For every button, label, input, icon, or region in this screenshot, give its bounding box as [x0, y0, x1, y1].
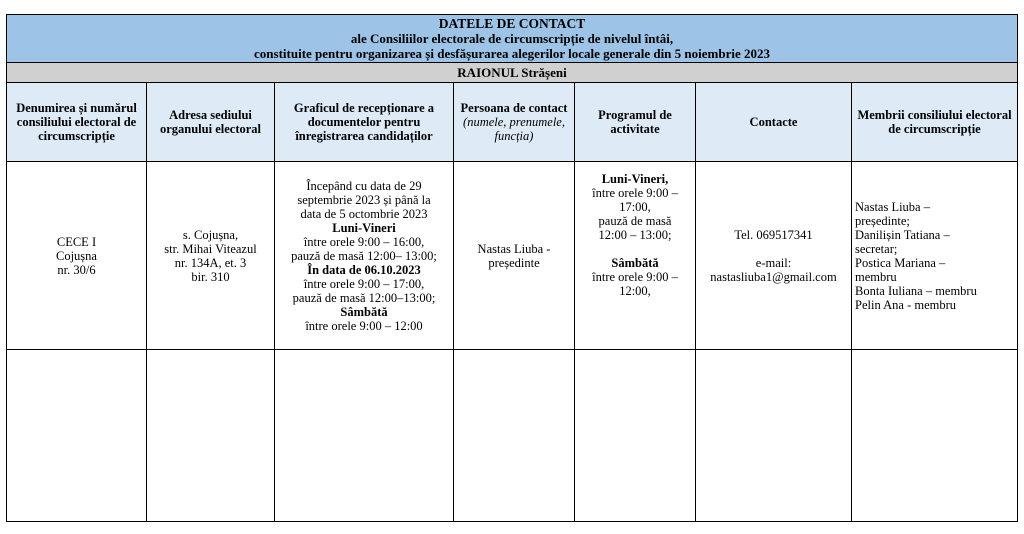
schedule-line: pauză de masă 12:00–13:00; — [292, 290, 436, 305]
email-label: e-mail: — [755, 255, 792, 270]
program-line: 17:00, — [619, 200, 651, 214]
schedule-line: pauză de masă 12:00– 13:00; — [291, 248, 437, 263]
address-line: s. Cojușna, — [182, 227, 239, 242]
empty-table-row — [7, 350, 1018, 522]
contact-person-line: Nastas Liuba - — [477, 241, 551, 256]
member-line: președinte; — [855, 213, 910, 228]
empty-cell — [454, 350, 575, 522]
header-contacts: Contacte — [696, 83, 852, 162]
member-line: Danilișin Tatiana – — [855, 227, 950, 242]
member-line: membru — [855, 269, 897, 284]
member-line: Postica Mariana – — [855, 255, 946, 270]
address-cell — [147, 162, 275, 350]
schedule-special-label: În data de 06.10.2023 — [307, 262, 421, 277]
title-line-2: ale Consiliilor electorale de circumscripție de nivelul întâi, — [350, 31, 674, 46]
program-line: 12:00 – 13:00; — [598, 228, 672, 242]
program-weekdays-label: Luni-Vineri, — [601, 172, 669, 186]
schedule-cell — [275, 162, 454, 350]
program-line: 12:00, — [619, 284, 651, 298]
empty-cell — [147, 350, 275, 522]
program-saturday-label: Sâmbătă — [611, 256, 659, 270]
contacts-gap — [699, 242, 848, 256]
contact-table-page — [6, 14, 1017, 522]
program-line: între orele 9:00 – — [592, 270, 678, 284]
empty-cell — [275, 350, 454, 522]
address-line: nr. 134A, et. 3 — [174, 255, 247, 270]
member-line: secretar; — [855, 241, 898, 256]
members-cell — [852, 162, 1018, 350]
schedule-line: septembrie 2023 și până la — [297, 192, 431, 207]
phone-number: Tel. 069517341 — [734, 227, 813, 242]
member-line: Nastas Liuba – — [855, 199, 930, 214]
table-row — [7, 162, 1018, 350]
header-contact-person-note: (numele, prenumele, funcția) — [463, 115, 565, 143]
program-gap — [578, 242, 692, 256]
schedule-line: între orele 9:00 – 12:00 — [305, 318, 423, 333]
title-line-1: DATELE DE CONTACT — [438, 16, 586, 31]
empty-cell — [575, 350, 696, 522]
council-name-cell — [7, 162, 147, 350]
member-line: Pelin Ana - membru — [855, 297, 957, 312]
contact-table — [6, 14, 1018, 522]
header-schedule: Graficul de recepționare a documentelor pentru înregistrarea candidaților — [275, 83, 454, 162]
header-contact-person — [454, 83, 575, 162]
schedule-weekdays-label: Luni-Vineri — [332, 220, 396, 235]
header-row — [7, 83, 1018, 162]
program-line: între orele 9:00 – — [592, 186, 678, 200]
schedule-saturday-label: Sâmbătă — [340, 304, 388, 319]
council-name-line: CECE I — [56, 234, 97, 249]
header-members: Membrii consiliului electoral de circumscripție — [852, 83, 1018, 162]
schedule-line: Începând cu data de 29 — [306, 178, 422, 193]
schedule-line: data de 5 octombrie 2023 — [300, 206, 428, 221]
contacts-cell — [696, 162, 852, 350]
schedule-line: între orele 9:00 – 17:00, — [303, 276, 425, 291]
address-line: str. Mihai Viteazul — [164, 241, 257, 256]
program-cell — [575, 162, 696, 350]
contact-person-cell — [454, 162, 575, 350]
empty-cell — [852, 350, 1018, 522]
raion-name: RAIONUL Strășeni — [7, 63, 1018, 83]
empty-cell — [696, 350, 852, 522]
header-contact-person-main: Persoana de contact — [460, 101, 568, 115]
header-council-name: Denumirea și numărul consiliului electoral de circumscripție — [7, 83, 147, 162]
header-program: Programul de activitate — [575, 83, 696, 162]
email-address[interactable]: nastasliuba1@gmail.com — [710, 269, 837, 284]
title-line-3: constituite pentru organizarea și desfășurarea alegerilor locale generale din 5 noiembrie 2023 — [254, 46, 770, 61]
empty-cell — [7, 350, 147, 522]
header-address: Adresa sediului organului electoral — [147, 83, 275, 162]
document-title — [7, 15, 1018, 63]
address-line: bir. 310 — [191, 269, 230, 284]
raion-row — [7, 63, 1018, 83]
contact-person-line: președinte — [488, 255, 540, 270]
member-line: Bonta Iuliana – membru — [855, 283, 977, 298]
program-line: pauză de masă — [598, 214, 672, 228]
title-row — [7, 15, 1018, 63]
council-name-line: Cojușna — [56, 248, 97, 263]
schedule-line: între orele 9:00 – 16:00, — [303, 234, 425, 249]
council-name-line: nr. 30/6 — [57, 262, 96, 277]
